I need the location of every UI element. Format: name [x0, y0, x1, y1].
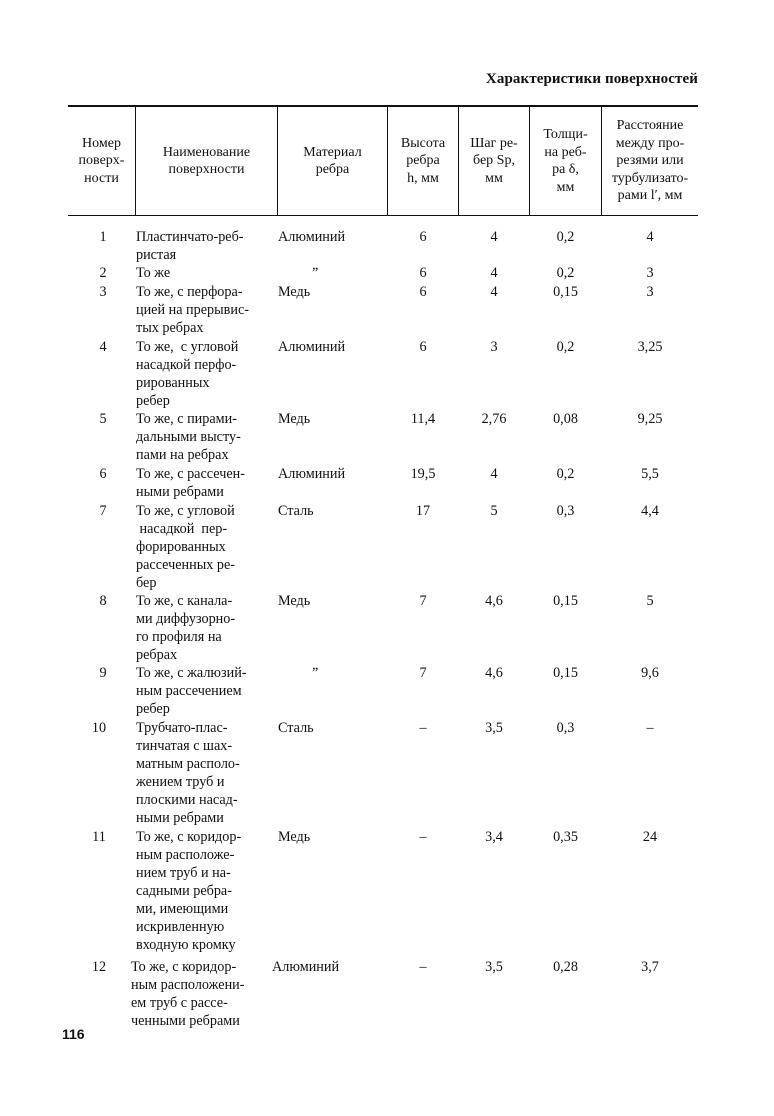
header-line: Шаг ре-	[470, 135, 518, 151]
fin-material: ”	[312, 265, 319, 281]
fin-pitch: 4	[490, 265, 498, 281]
header-number	[68, 107, 135, 215]
row-number: 12	[91, 959, 107, 975]
fin-pitch: 3,4	[485, 829, 503, 845]
header-line: турбулизато-	[611, 170, 689, 186]
row-number: 1	[99, 229, 107, 245]
fin-height: –	[419, 959, 427, 975]
fin-height: 6	[419, 265, 427, 281]
fin-thickness: 0,2	[556, 466, 575, 482]
fin-material: Алюминий	[278, 466, 346, 482]
fin-height: –	[419, 720, 427, 736]
row-number: 10	[91, 720, 107, 736]
fin-thickness: 0,3	[556, 720, 575, 736]
fin-height: 19,5	[410, 466, 436, 482]
fin-material: Медь	[278, 411, 311, 427]
cut-distance: –	[646, 720, 654, 736]
table-header-rule	[68, 215, 698, 216]
fin-material: Сталь	[278, 720, 314, 736]
fin-height: 6	[419, 284, 427, 300]
header-line: рами l′, мм	[617, 188, 683, 204]
header-line: резями или	[616, 153, 684, 169]
surface-name: То же, с рассечен- ными ребрами	[136, 466, 245, 500]
header-name	[136, 107, 277, 215]
cut-distance: 3	[646, 284, 654, 300]
fin-height: 6	[419, 339, 427, 355]
fin-thickness: 0,2	[556, 265, 575, 281]
fin-height: 11,4	[410, 411, 436, 427]
fin-pitch: 4	[490, 229, 498, 245]
cut-distance: 4,4	[641, 503, 659, 519]
header-line: мм	[485, 170, 503, 186]
header-line: Наименование	[162, 144, 251, 160]
fin-material: Алюминий	[278, 339, 346, 355]
cut-distance: 3,25	[637, 339, 663, 355]
fin-thickness: 0,15	[553, 665, 578, 681]
row-number: 2	[99, 265, 107, 281]
fin-pitch: 4,6	[485, 665, 503, 681]
surface-name: Пластинчато-реб- ристая	[136, 229, 244, 263]
header-thickness	[530, 107, 601, 215]
header-line: Расстояние	[616, 118, 684, 134]
header-distance	[602, 107, 698, 215]
header-line: мм	[556, 179, 575, 195]
fin-thickness: 0,3	[556, 503, 575, 519]
fin-pitch: 3,5	[485, 959, 503, 975]
row-number: 3	[99, 284, 107, 300]
fin-pitch: 2,76	[481, 411, 507, 427]
header-line: Толщи-	[543, 127, 588, 142]
header-line: Высота	[400, 135, 446, 151]
header-line: ра δ,	[552, 162, 579, 177]
fin-thickness: 0,35	[553, 829, 578, 845]
surface-name: То же	[136, 265, 171, 281]
fin-height: 7	[419, 593, 427, 609]
cut-distance: 3	[646, 265, 654, 281]
fin-material: Медь	[278, 829, 311, 845]
header-line: на реб-	[544, 144, 587, 160]
fin-height: –	[419, 829, 427, 845]
surface-name: То же, с коридор- ным расположени- ем труб с рассе- ченными ребрами	[131, 959, 245, 1029]
surface-name: То же, с перфора- цией на прерывис- тых ребрах	[136, 284, 249, 336]
fin-material: Алюминий	[272, 959, 340, 975]
fin-pitch: 3	[490, 339, 498, 355]
header-pitch	[459, 107, 529, 215]
fin-pitch: 5	[490, 503, 498, 519]
fin-height: 6	[419, 229, 427, 245]
header-line: ребра	[406, 153, 440, 169]
header-line: поверхности	[168, 162, 245, 177]
fin-material: Медь	[278, 593, 311, 609]
surface-name: То же, с канала- ми диффузорно- го профиля на ребрах	[136, 593, 236, 663]
header-line: поверх-	[78, 153, 125, 169]
cut-distance: 3,7	[641, 959, 659, 975]
fin-height: 7	[419, 665, 427, 681]
cut-distance: 5	[646, 593, 654, 609]
surface-name: То же, с угловой насадкой пер- форированных рассеченных ре- бер	[136, 503, 236, 591]
surface-name: То же, с угловой насадкой перфо- рированных ребер	[136, 339, 239, 409]
header-line: бер Sр,	[473, 153, 515, 169]
row-number: 8	[99, 593, 107, 609]
fin-thickness: 0,2	[556, 339, 575, 355]
cut-distance: 4	[646, 229, 654, 245]
row-number: 5	[99, 411, 107, 427]
fin-thickness: 0,15	[553, 593, 578, 609]
fin-material: Алюминий	[278, 229, 346, 245]
header-line: Материал	[303, 144, 362, 160]
fin-pitch: 4,6	[485, 593, 503, 609]
header-line: ребра	[315, 162, 350, 177]
fin-material: ”	[312, 665, 319, 681]
fin-material: Медь	[278, 284, 311, 300]
row-number: 7	[99, 503, 107, 519]
cut-distance: 9,25	[637, 411, 663, 427]
header-height	[388, 107, 458, 215]
fin-thickness: 0,28	[553, 959, 578, 975]
surface-name: То же, с коридор- ным расположе- нием труб и на- садными ребра- ми, имеющими искривленную входную кромку	[136, 829, 242, 953]
fin-thickness: 0,08	[553, 411, 578, 427]
cut-distance: 24	[642, 829, 658, 845]
row-number: 11	[92, 829, 106, 845]
surface-name: То же, с жалюзий- ным рассечением ребер	[136, 665, 247, 717]
header-line: h, мм	[407, 170, 439, 186]
fin-material: Сталь	[278, 503, 314, 519]
surface-name: То же, с пирами- дальными высту- пами на ребрах	[136, 411, 241, 463]
header-line: между про-	[615, 135, 685, 151]
fin-thickness: 0,2	[556, 229, 575, 245]
fin-pitch: 3,5	[485, 720, 503, 736]
page-title: Характеристики поверхностей	[485, 71, 698, 87]
cut-distance: 9,6	[641, 665, 659, 681]
fin-thickness: 0,15	[553, 284, 578, 300]
page-number: 116	[62, 1026, 85, 1042]
header-line: Номер	[82, 135, 121, 151]
fin-pitch: 4	[490, 466, 498, 482]
fin-pitch: 4	[490, 284, 498, 300]
row-number: 9	[99, 665, 107, 681]
cut-distance: 5,5	[641, 466, 659, 482]
surface-name: Трубчато-плас- тинчатая с шах- матным располо- жением труб и плоскими насад- ными ребрами	[136, 720, 240, 826]
fin-height: 17	[415, 503, 431, 519]
row-number: 4	[99, 339, 107, 355]
row-number: 6	[99, 466, 107, 482]
header-material	[278, 107, 387, 215]
header-line: ности	[84, 170, 119, 186]
